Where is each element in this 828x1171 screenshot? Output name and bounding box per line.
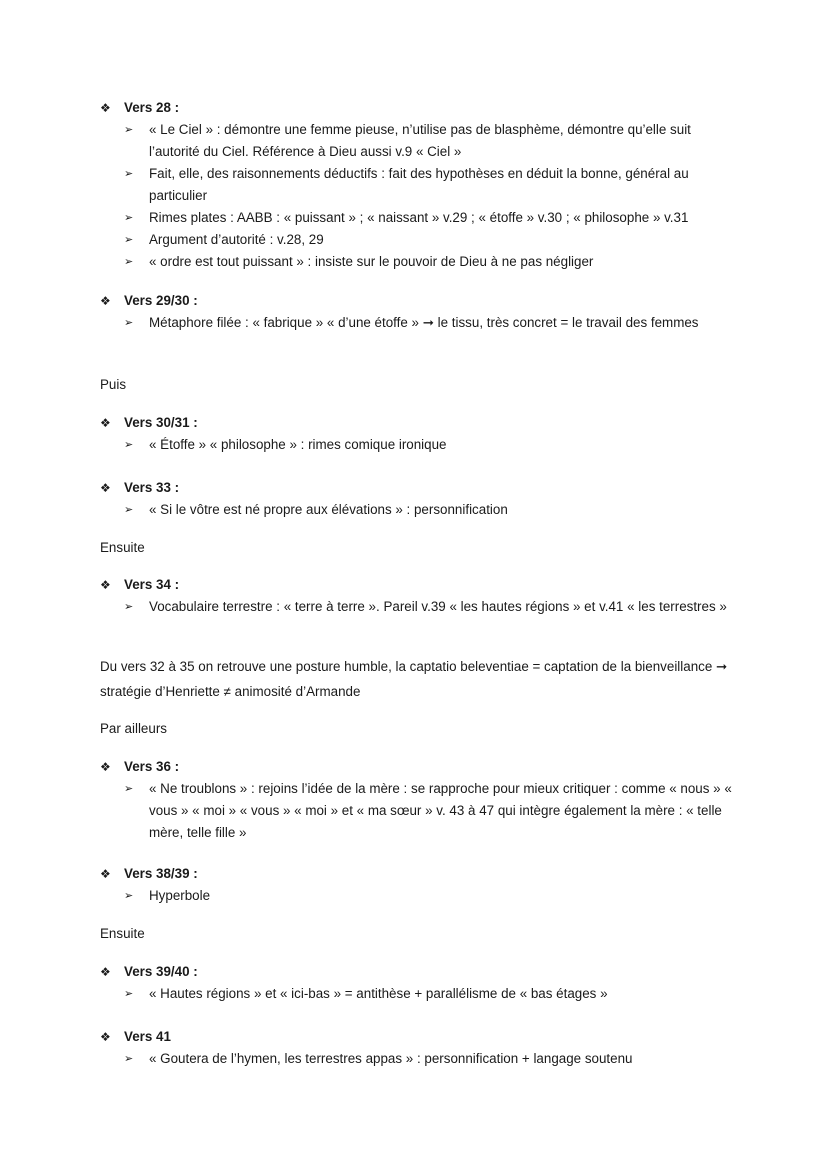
section-title: Vers 30/31 : — [124, 415, 198, 430]
diamond-bullet-icon: ❖ — [100, 867, 111, 881]
section-title: Vers 36 : — [124, 759, 180, 774]
section-title: Vers 34 : — [124, 577, 180, 592]
paragraph-par-ailleurs: Par ailleurs — [100, 721, 167, 736]
section-title: Vers 38/39 : — [124, 866, 198, 881]
list-item-text: « Étoffe » « philosophe » : rimes comique ironique — [149, 437, 447, 452]
list-item — [124, 499, 734, 521]
list-item — [124, 596, 734, 618]
list-item — [124, 251, 734, 273]
list-item — [124, 207, 734, 229]
section-title: Vers 39/40 : — [124, 964, 198, 979]
diamond-bullet-icon: ❖ — [100, 294, 111, 308]
section-heading — [100, 477, 179, 499]
list-item-text: « Le Ciel » : démontre une femme pieuse, n’utilise pas de blasphème, démontre qu’elle suit l’autorité du Ciel. Référence à Dieu aussi v.9 « Ciel » — [149, 122, 691, 159]
section-title: Vers 28 : — [124, 100, 180, 115]
list-item-text: Argument d’autorité : v.28, 29 — [149, 232, 324, 247]
paragraph-captatio: Du vers 32 à 35 on retrouve une posture humble, la captatio beleventiae = captation de la bienveillance ➞ stratégie d’Henriette ≠ animosité d’Armande — [100, 659, 728, 699]
list-item-text: « Goutera de l’hymen, les terrestres appas » : personnification + langage soutenu — [149, 1051, 633, 1066]
list-item-text: Fait, elle, des raisonnements déductifs : fait des hypothèses en déduit la bonne, général au particulier — [149, 166, 689, 203]
section-heading — [100, 412, 198, 434]
list-item-text: Hyperbole — [149, 888, 211, 903]
bullet-list — [124, 119, 734, 273]
list-item — [124, 229, 734, 251]
section-heading — [100, 961, 198, 983]
paragraph-ensuite: Ensuite — [100, 540, 145, 555]
diamond-bullet-icon: ❖ — [100, 416, 111, 430]
section-title: Vers 29/30 : — [124, 293, 198, 308]
section-heading — [100, 1026, 171, 1048]
list-item — [124, 163, 734, 207]
bullet-list — [124, 983, 734, 1005]
section-title: Vers 33 : — [124, 480, 180, 495]
list-item-text: « ordre est tout puissant » : insiste sur le pouvoir de Dieu à ne pas négliger — [149, 254, 594, 269]
arrow-bullet-icon: ➢ — [124, 124, 134, 136]
diamond-bullet-icon: ❖ — [100, 760, 111, 774]
bullet-list — [124, 434, 734, 456]
section-heading — [100, 574, 179, 596]
bullet-list — [124, 312, 734, 334]
section-title: Vers 41 — [124, 1029, 171, 1044]
arrow-bullet-icon: ➢ — [124, 1053, 134, 1065]
list-item — [124, 434, 734, 456]
arrow-bullet-icon: ➢ — [124, 988, 134, 1000]
list-item — [124, 983, 734, 1005]
bullet-list — [124, 596, 734, 618]
arrow-bullet-icon: ➢ — [124, 317, 134, 329]
section-heading — [100, 97, 179, 119]
list-item — [124, 885, 734, 907]
arrow-bullet-icon: ➢ — [124, 256, 134, 268]
diamond-bullet-icon: ❖ — [100, 1030, 111, 1044]
list-item — [124, 1048, 734, 1070]
list-item-text: Rimes plates : AABB : « puissant » ; « naissant » v.29 ; « étoffe » v.30 ; « philosophe » v.31 — [149, 210, 689, 225]
section-heading — [100, 290, 198, 312]
bullet-list — [124, 1048, 734, 1070]
section-heading — [100, 756, 179, 778]
list-item-text: « Si le vôtre est né propre aux élévations » : personnification — [149, 502, 508, 517]
arrow-bullet-icon: ➢ — [124, 601, 134, 613]
bullet-list — [124, 778, 734, 844]
list-item — [124, 778, 734, 844]
diamond-bullet-icon: ❖ — [100, 481, 111, 495]
bullet-list — [124, 499, 734, 521]
diamond-bullet-icon: ❖ — [100, 101, 111, 115]
arrow-bullet-icon: ➢ — [124, 783, 134, 795]
list-item-text: Métaphore filée : « fabrique » « d’une étoffe » ➞ le tissu, très concret = le travail des femmes — [149, 315, 699, 330]
arrow-bullet-icon: ➢ — [124, 234, 134, 246]
list-item-text: Vocabulaire terrestre : « terre à terre ». Pareil v.39 « les hautes régions » et v.41 « les terrestres » — [149, 599, 727, 614]
arrow-bullet-icon: ➢ — [124, 168, 134, 180]
arrow-bullet-icon: ➢ — [124, 890, 134, 902]
list-item — [124, 119, 734, 163]
diamond-bullet-icon: ❖ — [100, 578, 111, 592]
bullet-list — [124, 885, 734, 907]
paragraph-ensuite-2: Ensuite — [100, 926, 145, 941]
list-item — [124, 312, 734, 334]
arrow-bullet-icon: ➢ — [124, 504, 134, 516]
paragraph-puis: Puis — [100, 377, 127, 392]
section-heading — [100, 863, 198, 885]
list-item-text: « Hautes régions » et « ici-bas » = antithèse + parallélisme de « bas étages » — [149, 986, 608, 1001]
arrow-bullet-icon: ➢ — [124, 212, 134, 224]
diamond-bullet-icon: ❖ — [100, 965, 111, 979]
list-item-text: « Ne troublons » : rejoins l’idée de la mère : se rapproche pour mieux critiquer : comme « nous » « vous » « moi » « vous » « moi » et « ma sœur » v. 43 à 47 qui intègre également la mère : « telle mère, telle fille » — [149, 781, 732, 840]
arrow-bullet-icon: ➢ — [124, 439, 134, 451]
